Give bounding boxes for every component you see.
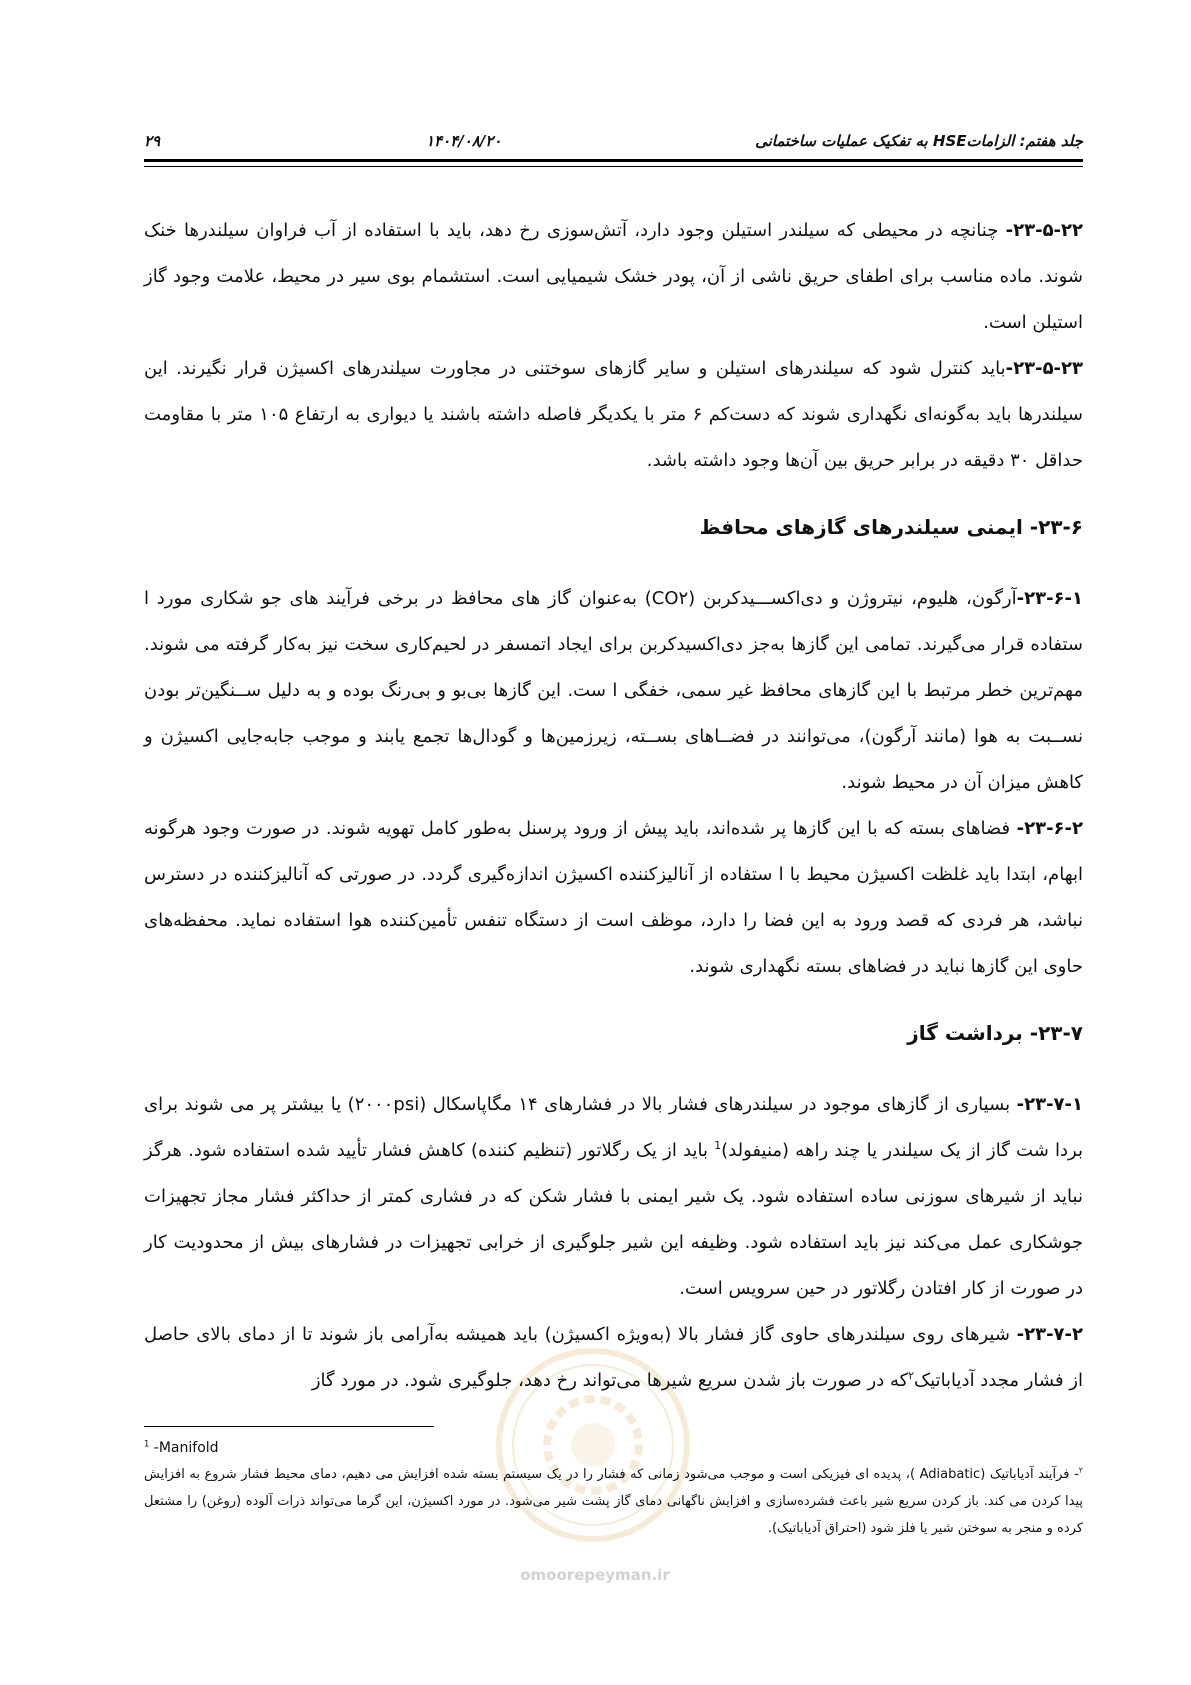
clause-number: ۲۳-۵-۲۲-: [1005, 220, 1083, 241]
section-heading-23-6: ۲۳-۶- ایمنی سیلندرهای گازهای محافظ: [699, 515, 1083, 539]
paragraph-text: فضاهای بسته که با این گازها پر شده‌اند، باید پیش از ورود پرسنل به‌طور کامل تهویه شوند. در صورت وجود هرگونه ابهام، ابتدا باید غلظت اکسیژن محیط با ا ستفاده از آنالیزکننده اکسیژن اندازه‌گیری گردد. در صورتی که آنالیزکننده در دسترس نباشد، هر فردی که قصد ورود به این فضا را دارد، موظف است از دستگاه تنفس تأمین‌کننده هوا استفاده نماید. محفظه‌های حاوی این گازها نباید در فضاهای بسته نگهداری شوند.: [144, 818, 1083, 977]
paragraph-text: آرگون، هلیوم، نیتروژن و دی‌اکســـیدکربن (CO۲) به‌عنوان گاز های محافظ در برخی فرآیند های جو شکاری مورد ا ستفاده قرار می‌گیرند. تمامی این گازها به‌جز دی‌اکسیدکربن برای ایجاد اتمسفر در لحیم‌کاری سخت نیز به‌کار گرفته می شوند. مهم‌ترین خطر مرتبط با این گازهای محافظ غیر سمی، خفگی ا ست. این گازها بی‌بو و بی‌رنگ بوده و به دلیل ســنگین‌تر بودن نســبت به هوا (مانند آرگون)، می‌توانند در فضــاهای بســته، زیرزمین‌ها و گودال‌ها تجمع یابند و موجب جابه‌جایی اکسیژن و کاهش میزان آن در محیط شوند.: [144, 588, 1083, 793]
footnote-text: -Manifold: [149, 1440, 219, 1456]
paragraph-23-5-23: [144, 346, 1083, 484]
main-content: [144, 208, 1083, 1542]
footnote-marker: 1: [144, 1438, 150, 1449]
clause-number: ۲۳-۵-۲۳-: [1005, 358, 1083, 379]
paragraph-23-6-1: [144, 576, 1083, 806]
clause-number: ۲۳-۷-۱-: [1016, 1094, 1083, 1115]
paragraph-text: باید کنترل شود که سیلندرهای استیلن و سایر گازهای سوختنی در مجاورت سیلندرهای اکسیژن قرار نگیرند. این سیلندرها باید به‌گونه‌ای نگهداری شوند که دست‌کم ۶ متر با یکدیگر فاصله داشته باشند یا دیواری به ارتفاع ۱۰۵ متر با مقاومت حداقل ۳۰ دقیقه در برابر حریق بین آن‌ها وجود داشته باشد.: [144, 358, 1083, 471]
paragraph-text: که در صورت باز شدن سریع شیرها می‌تواند رخ دهد، جلوگیری شود. در مورد گاز: [311, 1370, 909, 1391]
paragraph-text: چنانچه در محیطی که سیلندر استیلن وجود دارد، آتش‌سوزی رخ دهد، باید با استفاده از آب فراوان سیلندرها خنک شوند. ماده مناسب برای اطفای حریق ناشی از آن، پودر خشک شیمیایی است. استشمام بوی سیر در محیط، علامت وجود گاز استیلن است.: [144, 220, 1083, 333]
footnote-marker: ۲: [1078, 1465, 1083, 1475]
footnote-ref: ۲: [908, 1369, 915, 1382]
header-date: ۱۴۰۴/۰۸/۲۰: [426, 132, 502, 150]
footnote-1: [144, 1435, 1083, 1461]
footnote-ref: 1: [714, 1139, 722, 1152]
header-rule-thin: [144, 166, 1083, 167]
watermark-text: omoorepeyman.ir: [520, 1566, 670, 1584]
clause-number: ۲۳-۷-۲-: [1016, 1324, 1083, 1345]
paragraph-23-6-2: [144, 806, 1083, 990]
paragraph-text: بسیاری از گازهای موجود در سیلندرهای فشار بالا در فشارهای ۱۴ مگاپاسکال (۲۰۰۰psi) یا بیشتر پر می شوند برای بردا شت گاز از یک سیلندر یا چند راهه (منیفولد): [144, 1094, 1083, 1161]
paragraph-text: شیرهای روی سیلندرهای حاوی گاز فشار بالا (به‌ویژه اکسیژن) باید همیشه به‌آرامی باز شوند تا از دمای بالای حاصل از فشار مجدد آدیاباتیک: [144, 1324, 1083, 1391]
footnote-separator: [144, 1426, 434, 1427]
clause-number: ۲۳-۶-۱-: [1016, 588, 1083, 609]
header-title: جلد هفتم: الزاماتHSE به تفکیک عملیات ساختمانی: [755, 132, 1083, 150]
paragraph-text: باید از یک رگلاتور (تنظیم کننده) کاهش فشار تأیید شده استفاده شود. هرگز نباید از شیرهای سوزنی ساده استفاده شود. یک شیر ایمنی با فشار شکن که در فشاری کمتر از حداکثر فشار مجاز تجهیزات جوشکاری عمل می‌کند نیز باید استفاده شود. وظیفه این شیر جلوگیری از خرابی تجهیزات در فشارهای بیش از محدودیت کار در صورت از کار افتادن رگلاتور در حین سرویس است.: [144, 1140, 1083, 1299]
page-header: [144, 127, 1083, 155]
paragraph-23-7-1: [144, 1082, 1083, 1312]
paragraph-23-7-2: [144, 1312, 1083, 1404]
clause-number: ۲۳-۶-۲-: [1016, 818, 1083, 839]
footnotes: [144, 1426, 1083, 1542]
header-rule-thick: [144, 159, 1083, 162]
footnote-2: [144, 1461, 1083, 1542]
paragraph-23-5-22: [144, 208, 1083, 346]
footnote-text: - فرآیند آدیاباتیک (Adiabatic )، پدیده ای فیزیکی است و موجب می‌شود زمانی که فشار را در یک سیستم بسته شده افزایش می دهیم، دمای محیط فشار شروع به افزایش پیدا کردن می کند. باز کردن سریع شیر باعث فشرده‌سازی و افزایش ناگهانی دمای گاز پشت شیر می‌شود. در مورد اکسیژن، این گرما می‌تواند ذرات آلوده (روغن) را مشتعل کرده و منجر به سوختن شیر یا فلز شود (احتراق آدیاباتیک).: [144, 1467, 1083, 1536]
page-number: ۲۹: [144, 132, 161, 150]
section-heading-23-7: ۲۳-۷- برداشت گاز: [907, 1021, 1083, 1045]
